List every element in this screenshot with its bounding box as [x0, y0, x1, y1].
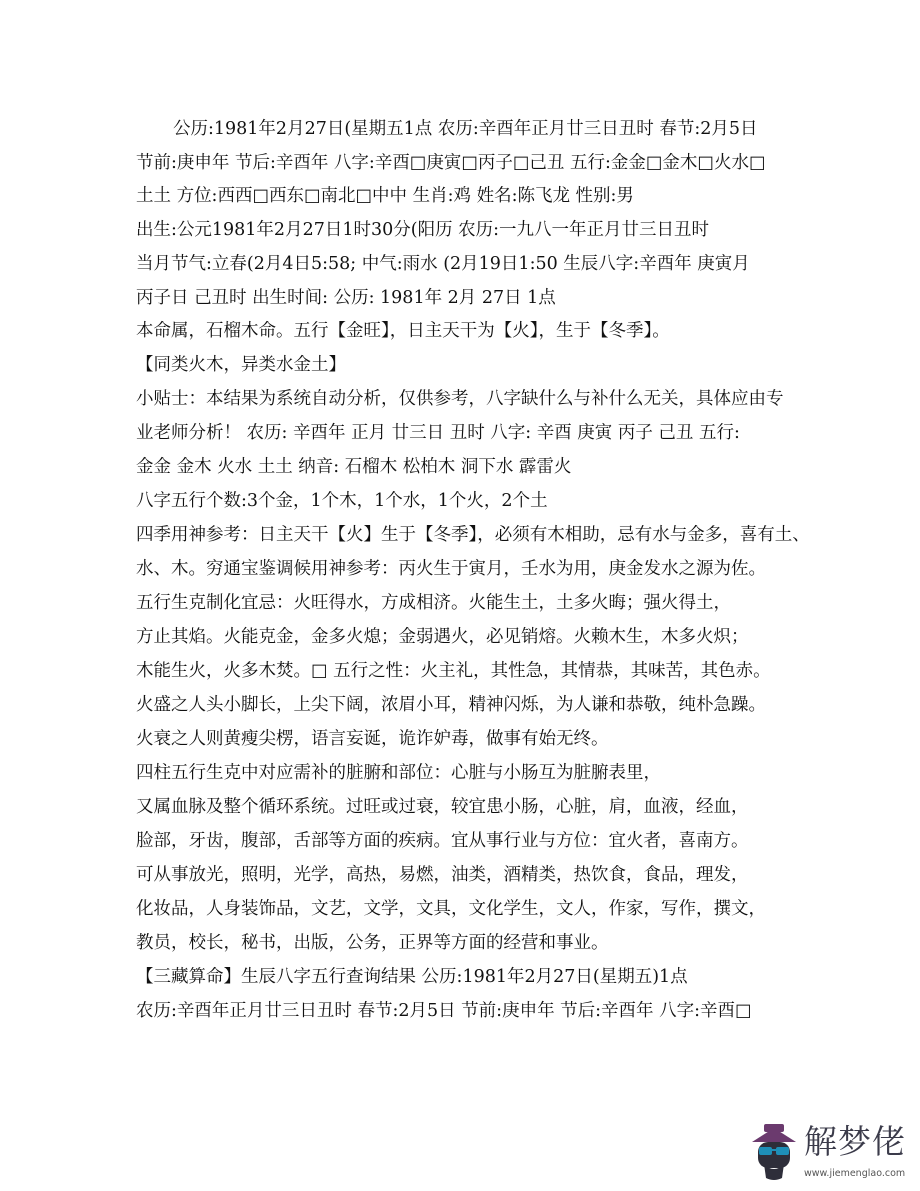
text-line: 木能生火，火多木焚。□ 五行之性：火主礼，其性急，其情恭，其味苦，其色赤。	[136, 661, 771, 681]
text-line: 当月节气:立春(2月4日5:58; 中气:雨水 (2月19日1:50 生辰八字:辛酉年 庚寅月	[136, 254, 750, 274]
text-line: 【同类火木，异类水金土】	[136, 355, 346, 375]
text-line: 八字五行个数:3个金，1个木，1个水，1个火，2个土	[136, 491, 548, 511]
text-line: 【三藏算命】生辰八字五行查询结果 公历:1981年2月27日(星期五)1点	[136, 967, 688, 987]
text-line: 丙子日 己丑时 出生时间: 公历: 1981年 2月 27日 1点	[136, 288, 556, 308]
text-line: 可从事放光，照明，光学，高热，易燃，油类，酒精类，热饮食，食品，理发，	[136, 865, 749, 885]
text-line: 四柱五行生克中对应需补的脏腑和部位：心脏与小肠互为脏腑表里，	[136, 763, 661, 783]
text-line: 出生:公元1981年2月27日1时30分(阳历 农历:一九八一年正月廿三日丑时	[136, 220, 710, 240]
watermark	[746, 1118, 916, 1188]
text-line: 化妆品，人身装饰品，文艺，文学，文具，文化学生，文人，作家，写作，撰文，	[136, 899, 766, 919]
text-line: 公历:1981年2月27日(星期五1点 农历:辛酉年正月廿三日丑时 春节:2月5日	[173, 119, 758, 139]
watermark-url: www.jiemenglao.com	[804, 1168, 906, 1179]
text-line: 四季用神参考：日主天干【火】生于【冬季】，必须有木相助，忌有水与金多，喜有土、	[136, 525, 810, 545]
text-line: 金金 金木 火水 土土 纳音: 石榴木 松柏木 洞下水 霹雷火	[136, 457, 572, 477]
watermark-brand: 解梦佬	[804, 1122, 906, 1161]
text-line: 又属血脉及整个循环系统。过旺或过衰，较宜患小肠，心脏，肩，血液，经血，	[136, 797, 749, 817]
text-line: 五行生克制化宜忌：火旺得水，方成相济。火能生土，土多火晦；强火得土，	[136, 593, 731, 613]
text-line: 水、木。穷通宝鉴调候用神参考：丙火生于寅月，壬水为用，庚金发水之源为佐。	[136, 559, 766, 579]
text-line: 本命属，石榴木命。五行【金旺】，日主天干为【火】，生于【冬季】。	[136, 321, 670, 341]
text-line: 土土 方位:西西□西东□南北□中中 生肖:鸡 姓名:陈飞龙 性别:男	[136, 186, 634, 206]
text-line: 农历:辛酉年正月廿三日丑时 春节:2月5日 节前:庚申年 节后:辛酉年 八字:辛酉□	[136, 1001, 752, 1021]
text-line: 业老师分析！ 农历: 辛酉年 正月 廿三日 丑时 八字: 辛酉 庚寅 丙子 己丑 五行:	[136, 423, 740, 443]
fortune-teller-logo-icon	[746, 1120, 802, 1182]
text-line: 教员，校长，秘书，出版，公务，正界等方面的经营和事业。	[136, 933, 609, 953]
text-line: 火衰之人则黄瘦尖楞，语言妄诞，诡诈妒毒，做事有始无终。	[136, 729, 609, 749]
text-line: 小贴士：本结果为系统自动分析，仅供参考，八字缺什么与补什么无关，具体应由专	[136, 389, 784, 409]
text-line: 节前:庚申年 节后:辛酉年 八字:辛酉□庚寅□丙子□己丑 五行:金金□金木□火水□	[136, 153, 766, 173]
text-line: 方止其焰。火能克金，金多火熄；金弱遇火，必见销熔。火赖木生，木多火炽；	[136, 627, 749, 647]
text-line: 脸部，牙齿，腹部，舌部等方面的疾病。宜从事行业与方位：宜火者，喜南方。	[136, 831, 749, 851]
text-line: 火盛之人头小脚长，上尖下阔，浓眉小耳，精神闪烁，为人谦和恭敬，纯朴急躁。	[136, 695, 766, 715]
